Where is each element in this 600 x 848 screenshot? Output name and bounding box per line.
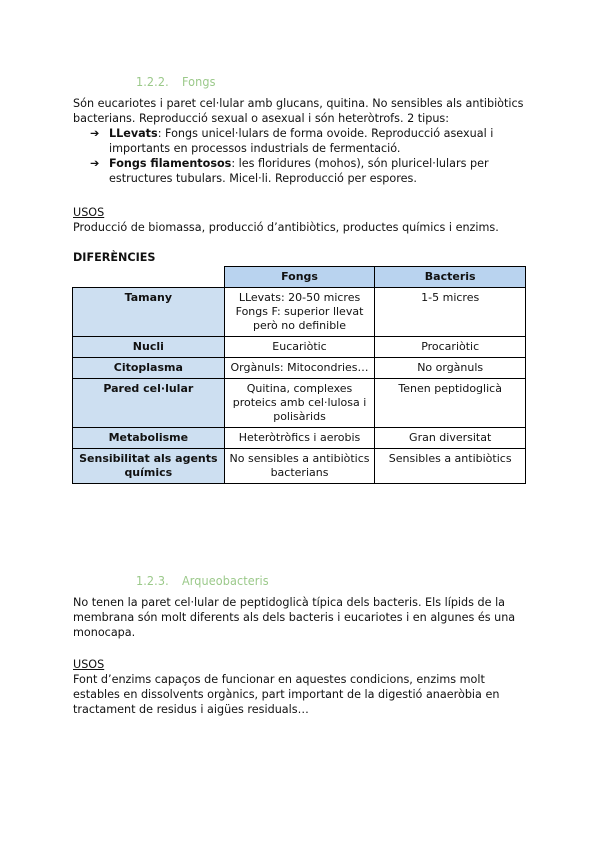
arrow-right-icon: ➔ [90, 157, 100, 170]
table-cell [224, 288, 375, 337]
paragraph-line: No tenen la paret cel·lular de peptidoglicà típica dels bacteris. Els lípids de la [73, 596, 506, 609]
arqueo-paragraph [73, 595, 533, 640]
section-title: Arqueobacteris [182, 573, 269, 588]
usos-line: estables en dissolvents orgànics, part important de la digestió anaeròbia en [73, 688, 500, 701]
arqueo-usos [73, 657, 533, 717]
term-description: : les floridures (mohos), són pluricel·lulars per [231, 157, 489, 170]
usos-label: USOS [73, 206, 105, 219]
table-cell: Sensibles a antibiòtics [375, 449, 526, 484]
term-description: : Fongs unicel·lulars de forma ovoide. Reproducció asexual i [157, 127, 494, 140]
term: Fongs filamentosos [109, 157, 232, 170]
table-cell: Tenen peptidoglicà [375, 379, 526, 428]
cell-line: químics [124, 466, 173, 479]
table-cell: Gran diversitat [375, 428, 526, 449]
list-item [73, 156, 533, 186]
table-header-row [73, 267, 526, 288]
row-header [73, 449, 225, 484]
table-cell: No orgànuls [375, 358, 526, 379]
cell-line: polisàrids [273, 410, 326, 423]
cell-line: Fongs F: superior llevat [235, 305, 364, 318]
table-row [73, 337, 526, 358]
row-header: Citoplasma [73, 358, 225, 379]
row-header: Tamany [73, 288, 225, 337]
intro-line: bacterians. Reproducció sexual o asexual i són heteròtrofs. 2 tipus: [73, 112, 450, 125]
term-description-cont: estructures tubulars. Micel·li. Reproducció per espores. [109, 172, 417, 185]
list-item [73, 126, 533, 156]
usos-text: Producció de biomassa, producció d’antibiòtics, productes químics i enzims. [73, 221, 499, 234]
usos-line: tractament de residus i aigües residuals… [73, 703, 309, 716]
usos-line: Font d’enzims capaços de funcionar en aquestes condicions, enzims molt [73, 673, 485, 686]
fongs-intro [73, 96, 533, 186]
section-heading-arqueobacteris [136, 573, 269, 588]
cell-line: No sensibles a antibiòtics [229, 452, 370, 465]
section-number: 1.2.2. [136, 74, 169, 89]
table-row [73, 449, 526, 484]
section-number: 1.2.3. [136, 573, 169, 588]
term: LLevats [109, 127, 158, 140]
section-title: Fongs [182, 74, 216, 89]
intro-line: Són eucariotes i paret cel·lular amb glucans, quitina. No sensibles als antibiòtics [73, 97, 524, 110]
table-row [73, 358, 526, 379]
paragraph-line: monocapa. [73, 626, 136, 639]
paragraph-line: membrana són molt diferents als dels bacteris i eucariotes i en algunes és una [73, 611, 516, 624]
cell-line: Quitina, complexes [246, 382, 353, 395]
usos-label: USOS [73, 658, 105, 671]
cell-line: bacterians [270, 466, 329, 479]
cell-line: Sensibilitat als agents [79, 452, 218, 465]
table-cell: Eucariòtic [224, 337, 375, 358]
table-cell: Heteròtròfics i aerobis [224, 428, 375, 449]
fongs-types-list [73, 126, 533, 186]
column-header: Bacteris [375, 267, 526, 288]
row-header: Metabolisme [73, 428, 225, 449]
column-header: Fongs [224, 267, 375, 288]
cell-line: proteics amb cel·lulosa i [232, 396, 367, 409]
table-corner [73, 267, 225, 288]
table-cell: Orgànuls: Mitocondries… [224, 358, 375, 379]
table-cell: Procariòtic [375, 337, 526, 358]
term-description-cont: importants en processos industrials de fermentació. [109, 142, 401, 155]
table-cell: 1-5 micres [375, 288, 526, 337]
table-row [73, 379, 526, 428]
arrow-right-icon: ➔ [90, 127, 100, 140]
table-cell [224, 449, 375, 484]
section-heading-fongs [136, 74, 216, 89]
fongs-usos [73, 205, 533, 235]
differences-table [72, 266, 526, 484]
differences-label: DIFERÈNCIES [73, 251, 156, 264]
table-row [73, 288, 526, 337]
row-header: Pared cel·lular [73, 379, 225, 428]
cell-line: LLevats: 20-50 micres [238, 291, 361, 304]
table-row [73, 428, 526, 449]
row-header: Nucli [73, 337, 225, 358]
cell-line: però no definible [253, 319, 346, 332]
table-cell [224, 379, 375, 428]
